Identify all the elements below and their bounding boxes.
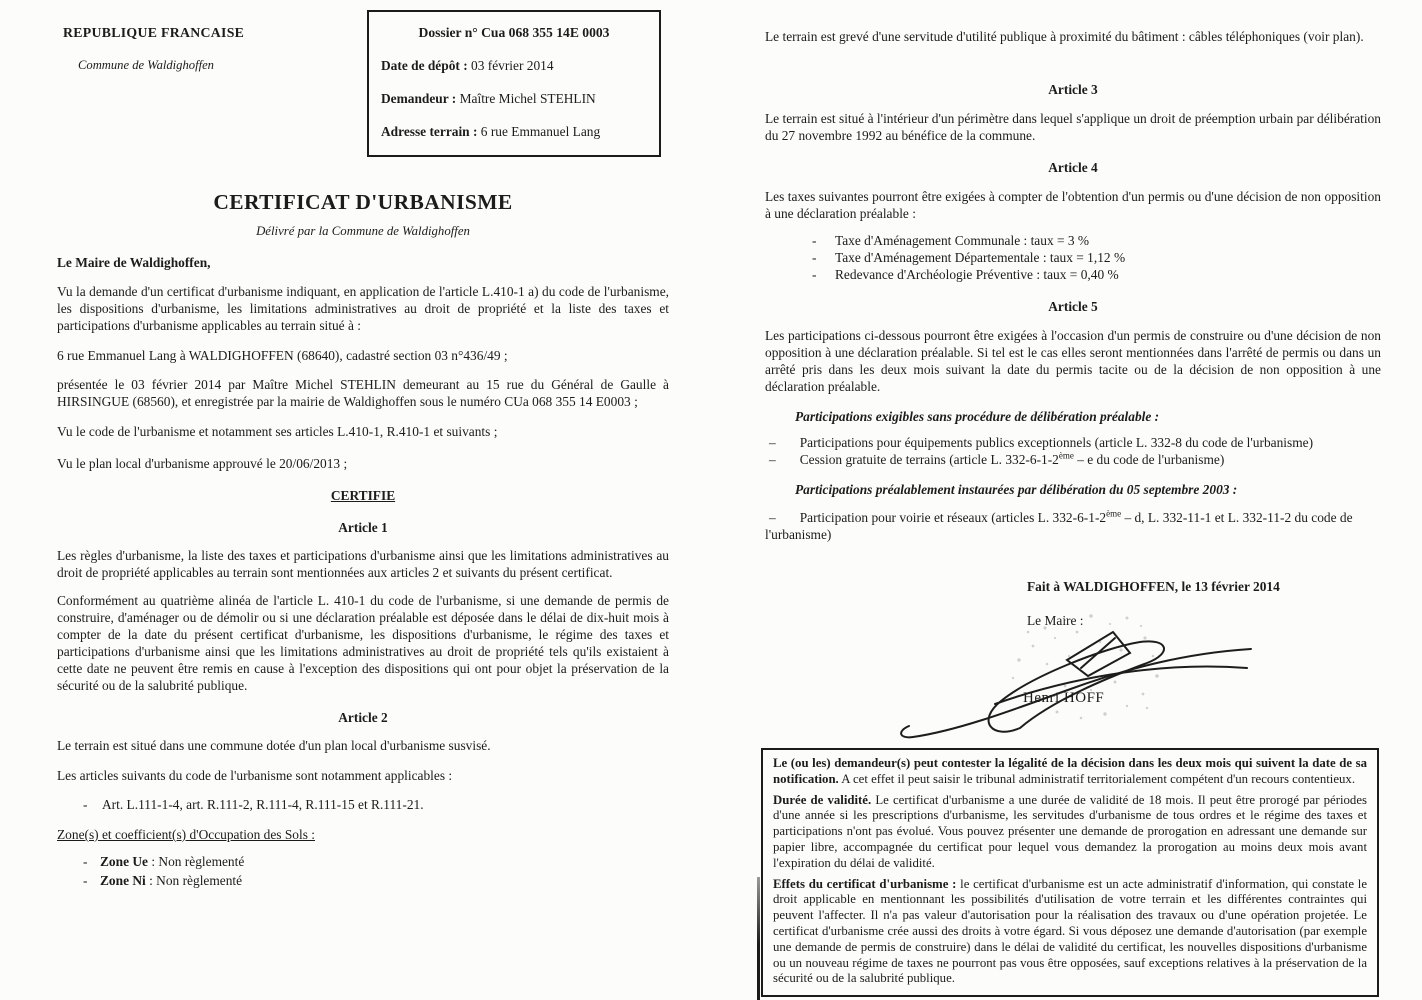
certifie-heading: CERTIFIE	[330, 488, 396, 503]
tax-departementale-text: Taxe d'Aménagement Départementale : taux = 1,12 %	[835, 250, 1126, 265]
zone-ue-value: : Non règlementé	[147, 854, 245, 869]
bullet-dash: –	[769, 435, 776, 450]
participation-list-item	[765, 434, 1381, 451]
tax-communale-text: Taxe d'Aménagement Communale : taux = 3 %	[835, 233, 1090, 248]
commune-subheading: Commune de Waldighoffen	[78, 58, 214, 72]
article-2-list-item-text: Art. L.111-1-4, art. R.111-2, R.111-4, R.111-15 et R.111-21.	[102, 797, 424, 812]
legal-para-contestation-rest: A cet effet il peut saisir le tribunal administratif territorialement compétent d'un recours contentieux.	[838, 771, 1356, 786]
legal-para-contestation	[773, 756, 1367, 788]
legal-para-duree-validite	[773, 793, 1367, 872]
certificate-subtitle: Délivré par la Commune de Waldighoffen	[256, 224, 470, 238]
article-3-para: Le terrain est situé à l'intérieur d'un périmètre dans lequel s'applique un droit de préemption urbain par délibération du 27 novembre 1992 au bénéfice de la commune.	[765, 111, 1381, 143]
tax-list-item	[765, 249, 1381, 266]
cession-post: – e du code de l'urbanisme)	[1073, 452, 1225, 467]
le-maire-line: Le Maire :	[1027, 613, 1084, 628]
cession-pre: Cession gratuite de terrains (article L. 332-6-1-2	[799, 452, 1059, 467]
zones-heading: Zone(s) et coefficient(s) d'Occupation des Sols :	[57, 827, 315, 842]
participations-instaurees-heading: Participations préalablement instaurées par délibération du 05 septembre 2003 :	[795, 482, 1238, 497]
article-3-heading: Article 3	[1048, 82, 1098, 97]
bullet-dash: -	[812, 267, 817, 282]
voirie-pre: Participation pour voirie et réseaux (articles L. 332-6-1-2	[799, 510, 1107, 525]
certificate-title: CERTIFICAT D'URBANISME	[213, 190, 513, 214]
article-4-para: Les taxes suivantes pourront être exigées à compter de l'obtention d'un permis ou d'une décision de non opposition à une déclaration préalable :	[765, 189, 1381, 221]
zone-ni-label: Zone Ni	[100, 873, 146, 888]
para-vu-demande: Vu la demande d'un certificat d'urbanisme indiquant, en application de l'article L.410-1 a) du code de l'urbanisme, les dispositions d'urbanisme, les limitations administratives au droit de propriété et la liste des taxes et participations d'urbanisme applicables au terrain situé à :	[57, 284, 669, 333]
demandeur-label: Demandeur :	[381, 91, 457, 106]
legal-para-effets-bold: Effets du certificat d'urbanisme :	[773, 876, 957, 891]
signature-name: Henri HOFF	[1023, 690, 1105, 706]
article-2-heading: Article 2	[338, 710, 388, 725]
bullet-dash: -	[83, 854, 88, 869]
legal-para-contestation-bold: Le (ou les) demandeur(s) peut contester la légalité de la décision dans les deux mois qui suivent la date de sa notification.	[773, 756, 1367, 786]
demandeur-value: Maître Michel STEHLIN	[459, 91, 596, 106]
dossier-number: Dossier n° Cua 068 355 14E 0003	[418, 25, 610, 40]
zone-list-item	[57, 853, 669, 870]
adresse-terrain-row	[381, 122, 647, 141]
legal-notice-box	[761, 748, 1379, 997]
date-depot-row	[381, 56, 647, 75]
participations-exigibles-heading: Participations exigibles sans procédure de délibération préalable :	[795, 409, 1160, 424]
page-right	[765, 0, 1381, 986]
participation-list-item	[765, 451, 1381, 468]
dossier-box	[367, 10, 661, 157]
para-vu-code: Vu le code de l'urbanisme et notamment ses articles L.410-1, R.410-1 et suivants ;	[57, 424, 498, 439]
article-1-para-1: Les règles d'urbanisme, la liste des taxes et participations d'urbanisme ainsi que les limitations administratives au droit de propriété applicables au terrain sont mentionnées aux articles 2 et suivants du présent certificat.	[57, 548, 669, 580]
bullet-dash: -	[83, 873, 88, 888]
voirie-sup: ème	[1106, 508, 1122, 519]
para-presentee: présentée le 03 février 2014 par Maître Michel STEHLIN demeurant au 15 rue du Général de Gaulle à HIRSINGUE (68560), et enregistrée par la mairie de Waldighoffen sous le numéro CUa 068 355 14 E0003 ;	[57, 377, 669, 409]
demandeur-row	[381, 89, 647, 108]
republic-heading: REPUBLIQUE FRANCAISE	[63, 25, 245, 40]
salutation: Le Maire de Waldighoffen,	[57, 255, 211, 270]
scan-artifact-line	[757, 877, 760, 1000]
cession-sup: ème	[1058, 450, 1074, 461]
legal-para-duree-bold: Durée de validité.	[773, 792, 872, 807]
adresse-terrain-label: Adresse terrain :	[381, 124, 478, 139]
bullet-dash: -	[812, 233, 817, 248]
article-4-heading: Article 4	[1048, 160, 1098, 175]
tax-list-item	[765, 266, 1381, 283]
article-5-para: Les participations ci-dessous pourront être exigées à l'occasion d'un permis de construire ou d'une décision de non opposition à une déclaration préalable. Si tel est le cas elles seront mentionnées dans l'arrêté de permis ou dans un arrêté pris dans les deux mois suivant la date du permis tacite ou de la décision de non opposition à une déclaration préalable.	[765, 328, 1381, 394]
voirie-post: – d, L. 332-11-1 et L. 332-11-2 du code de l'urbanisme)	[765, 510, 1353, 542]
article-1-heading: Article 1	[338, 520, 388, 535]
article-5-heading: Article 5	[1048, 299, 1098, 314]
bullet-dash: –	[769, 510, 776, 525]
participation-voirie-text	[765, 510, 1353, 542]
article-2-list-item	[57, 796, 669, 813]
tax-archeologie-text: Redevance d'Archéologie Préventive : taux = 0,40 %	[835, 267, 1119, 282]
date-depot-value: 03 février 2014	[471, 58, 554, 73]
participation-cession-text	[800, 452, 1225, 467]
zone-ni-text	[100, 872, 242, 889]
zone-ue-label: Zone Ue	[100, 854, 148, 869]
zone-ue-text	[100, 853, 244, 870]
bullet-dash: -	[812, 250, 817, 265]
page-left	[57, 0, 669, 889]
tax-list-item	[765, 232, 1381, 249]
bullet-dash: -	[83, 797, 88, 812]
participation-list-item	[765, 509, 1381, 543]
zone-ni-value: : Non règlementé	[145, 873, 243, 888]
article-1-para-2: Conformément au quatrième alinéa de l'article L. 410-1 du code de l'urbanisme, si une demande de permis de construire, d'aménager ou de démolir ou si une déclaration préalable est déposée dans le délai de dix-huit mois à compter de la date du présent certificat d'urbanisme, les dispositions d'urbanisme, le régime des taxes et participations d'urbanisme ainsi que les limitations administratives au droit de propriété tels qu'ils existaient à cette date ne peuvent être remis en cause à l'exception des dispositions qui ont pour objet la préservation de la sécurité ou de la salubrité publique.	[57, 593, 669, 693]
participation-equipements-text: Participations pour équipements publics exceptionnels (article L. 332-8 du code de l'urbanisme)	[799, 435, 1314, 450]
signature-strokes	[901, 632, 1251, 737]
bullet-dash: –	[769, 452, 776, 467]
para-adresse-cadastre: 6 rue Emmanuel Lang à WALDIGHOFFEN (68640), cadastré section 03 n°436/49 ;	[57, 348, 508, 363]
adresse-terrain-value: 6 rue Emmanuel Lang	[480, 124, 601, 139]
article-2-para-1: Le terrain est situé dans une commune dotée d'un plan local d'urbanisme susvisé.	[57, 738, 491, 753]
zone-list-item	[57, 872, 669, 889]
para-servitude: Le terrain est grevé d'une servitude d'utilité publique à proximité du bâtiment : câbles téléphoniques (voir plan).	[765, 29, 1364, 44]
fait-a-line: Fait à WALDIGHOFFEN, le 13 février 2014	[1027, 579, 1280, 594]
date-depot-label: Date de dépôt :	[381, 58, 468, 73]
legal-para-duree-rest: Le certificat d'urbanisme a une durée de validité de 18 mois. Il peut être prorogé par périodes d'une année si les prescriptions d'urbanisme, les servitudes d'urbanisme de tous ordres et le régime des taxes et participations n'ont pas évolué. Vous pouvez présenter une demande de prorogation en adressant une demande sur papier libre, accompagnée du certificat pour lequel vous demandez la prorogation au moins deux mois avant l'expiration du délai de validité.	[773, 792, 1367, 870]
legal-para-effets-rest: le certificat d'urbanisme est un acte administratif d'information, qui constate le droit applicable en mentionnant les possibilités d'utilisation de votre terrain et les différentes contraintes qui peuvent l'affecter. Il n'a pas valeur d'autorisation pour la réalisation des travaux ou d'une opération projetée. Le certificat d'urbanisme crée aussi des droits à votre égard. Si vous déposez une demande d'autorisation (par exemple une demande de permis de construire) dans le délai de validité du certificat, les nouvelles dispositions d'urbanisme ou un nouveau régime de taxes ne pourront pas vous être opposées, sauf exceptions relatives à la préservation de la sécurité ou de la salubrité publique.	[773, 876, 1368, 986]
signature-scribble	[895, 598, 1255, 748]
left-header	[57, 0, 669, 186]
tax-list	[765, 232, 1381, 283]
legal-para-effets	[773, 877, 1367, 988]
article-2-para-2: Les articles suivants du code de l'urbanisme sont notamment applicables :	[57, 768, 453, 783]
para-vu-plan: Vu le plan local d'urbanisme approuvé le 20/06/2013 ;	[57, 456, 348, 471]
